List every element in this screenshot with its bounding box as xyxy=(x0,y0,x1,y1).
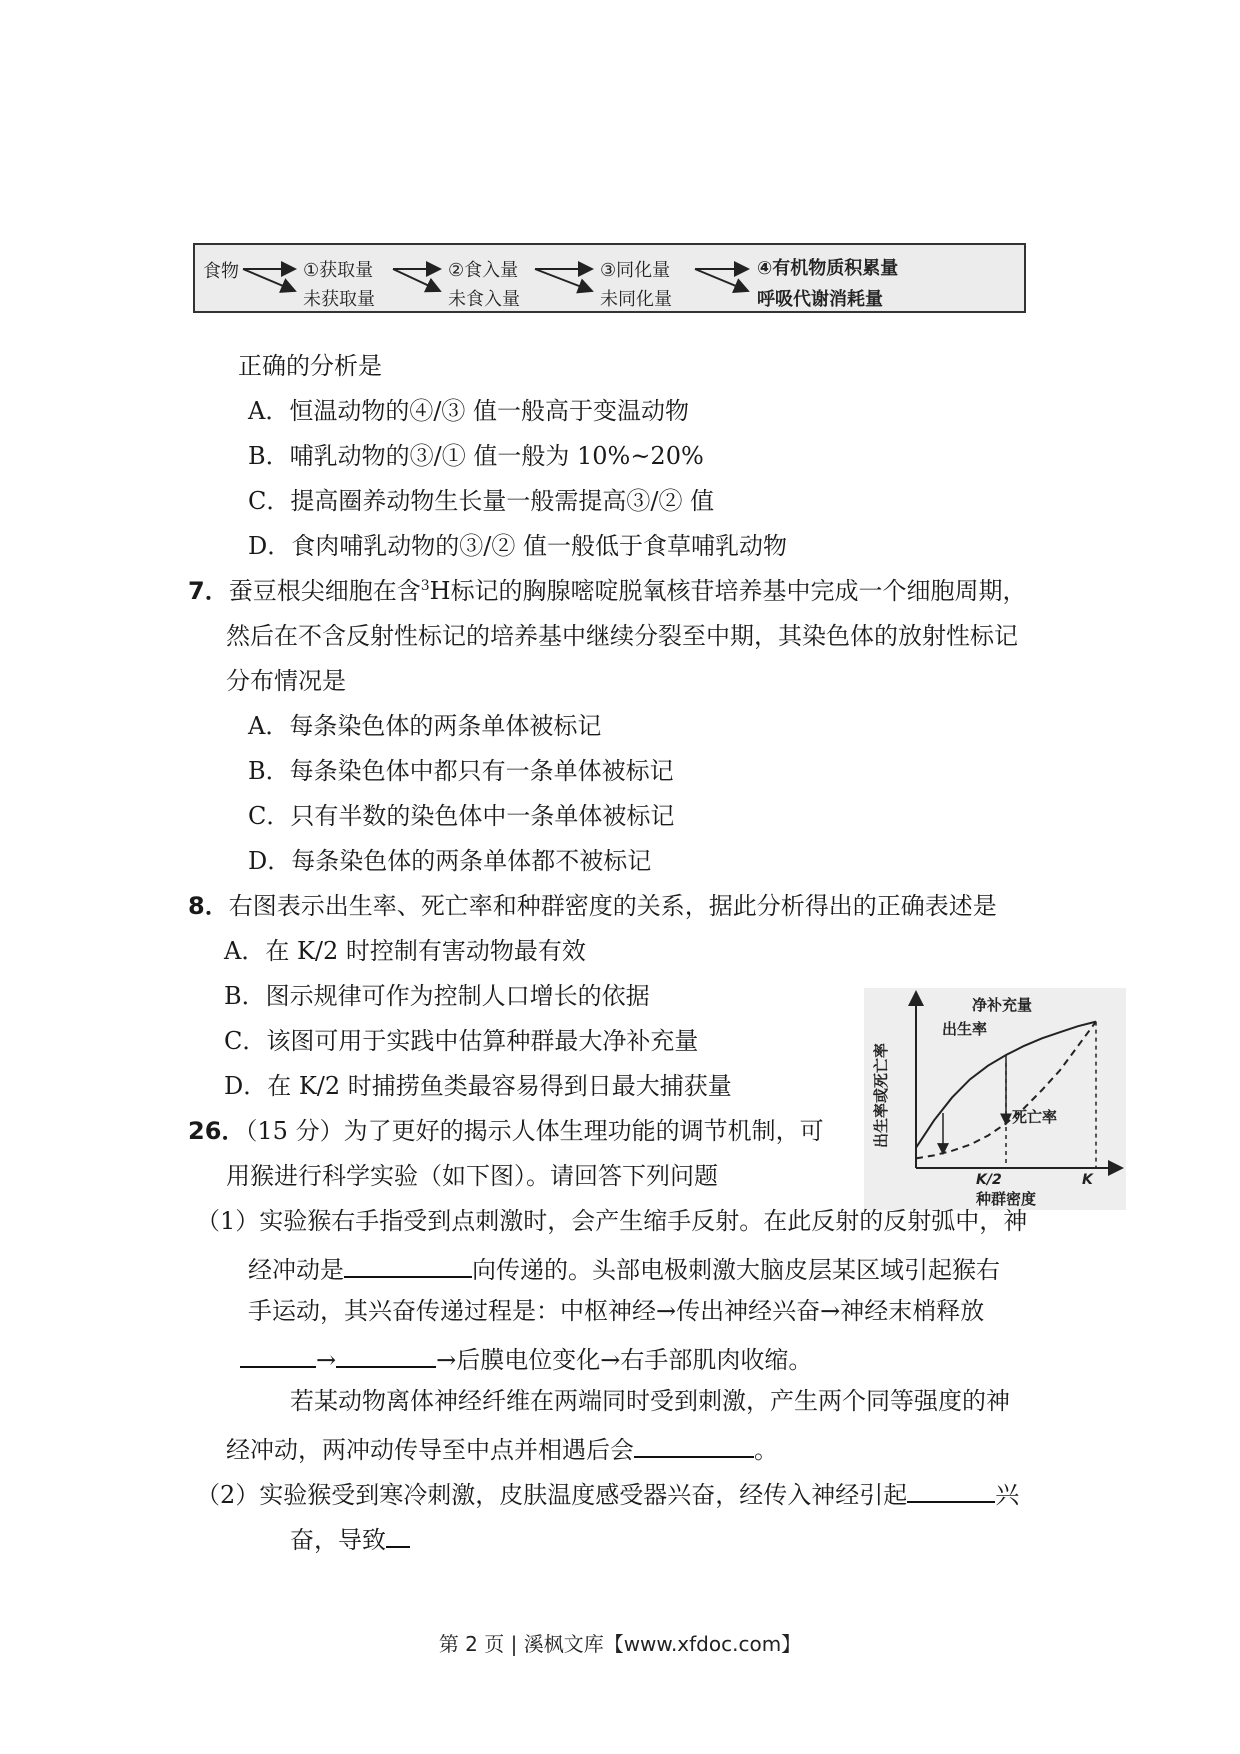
q8-number: 8． xyxy=(188,892,229,920)
q26-line-1 xyxy=(188,1119,824,1143)
q26-p1-line-5: 若某动物离体神经纤维在两端同时受到刺激，产生两个同等强度的神 xyxy=(290,1387,1010,1415)
answer-blank-1[interactable] xyxy=(344,1254,472,1278)
q26-p1-text-d: 。 xyxy=(754,1436,778,1464)
q7-line-3: 分布情况是 xyxy=(226,667,346,695)
flow-bottom-2: 未食入量 xyxy=(448,289,520,310)
q7-text-a: 蚕豆根尖细胞在含 xyxy=(228,577,421,605)
q7-text-h: H xyxy=(429,577,451,605)
page-footer: 第 2 页 | 溪枫文库【www.xfdoc.com】 xyxy=(438,1632,802,1656)
q8-option-c: C．该图可用于实践中估算种群最大净补充量 xyxy=(224,1027,699,1055)
flow-top-3: ③同化量 xyxy=(600,260,671,281)
flow-top-2: ②食入量 xyxy=(448,260,519,281)
q26-p2-text-c: 奋，导致 xyxy=(290,1526,386,1554)
q26-p2-text-b: 兴 xyxy=(995,1481,1020,1509)
q26-line-2: 用猴进行科学实验（如下图）。请回答下列问题 xyxy=(226,1162,718,1190)
q6-option-d: D．食肉哺乳动物的③/② 值一般低于食草哺乳动物 xyxy=(248,532,787,560)
chart-svg xyxy=(864,988,1126,1210)
answer-blank-5[interactable] xyxy=(907,1479,995,1503)
flow-food: 食物 xyxy=(203,261,239,282)
chart-label-birth: 出生率 xyxy=(942,1020,988,1038)
q6-option-b: B．哺乳动物的③/① 值一般为 10%~20% xyxy=(248,442,704,470)
chart-ylabel: 出生率或死亡率 xyxy=(872,1042,890,1148)
chart-annotation-net: 净补充量 xyxy=(972,996,1033,1014)
q6-stem: 正确的分析是 xyxy=(238,352,382,380)
flow-top-1: ①获取量 xyxy=(303,260,374,281)
q26-p2-line-2 xyxy=(290,1524,410,1552)
q8-option-a: A．在 K/2 时控制有害动物最有效 xyxy=(224,937,586,965)
q7-option-c: C．只有半数的染色体中一条单体被标记 xyxy=(248,802,675,830)
flow-bottom-4: 呼吸代谢消耗量 xyxy=(757,289,883,310)
flow-bottom-1: 未获取量 xyxy=(303,289,375,310)
answer-blank-3[interactable] xyxy=(336,1344,436,1368)
q7-option-d: D．每条染色体的两条单体都不被标记 xyxy=(248,847,652,875)
flow-top-4: ④有机物质积累量 xyxy=(757,258,899,279)
q7-text-c: 标记的胸腺嘧啶脱氧核苷培养基中完成一个细胞周期， xyxy=(450,577,1027,605)
chart-xtick-k: K xyxy=(1082,1172,1093,1188)
q26-p1-line-1: （1）实验猴右手指受到点刺激时，会产生缩手反射。在此反射的反射弧中，神 xyxy=(196,1207,1028,1235)
q8-line-1 xyxy=(188,894,997,918)
q26-p1-line-6 xyxy=(226,1434,778,1462)
flow-bottom-3: 未同化量 xyxy=(600,289,672,310)
q7-line-1 xyxy=(188,579,1027,603)
q26-p2-text-a: （2）实验猴受到寒冷刺激，皮肤温度感受器兴奋，经传入神经引起 xyxy=(196,1481,908,1509)
q26-p1-line-2 xyxy=(248,1254,1000,1282)
q26-p1-text-b: 向传递的。头部电极刺激大脑皮层某区域引起猴右 xyxy=(472,1256,1000,1284)
q6-option-c: C．提高圈养动物生长量一般需提高③/② 值 xyxy=(248,487,715,515)
answer-blank-4[interactable] xyxy=(634,1434,754,1458)
q6-option-a: A．恒温动物的④/③ 值一般高于变温动物 xyxy=(248,397,690,425)
q7-superscript: 3 xyxy=(420,578,430,594)
q7-option-a: A．每条染色体的两条单体被标记 xyxy=(248,712,602,740)
q7-line-2: 然后在不含反射性标记的培养基中继续分裂至中期，其染色体的放射性标记 xyxy=(226,622,1018,650)
q26-p2-line-1 xyxy=(196,1479,1019,1507)
energy-flow-diagram xyxy=(193,243,1026,313)
q26-number: 26． xyxy=(188,1117,246,1145)
answer-blank-2[interactable] xyxy=(240,1344,316,1368)
chart-xtick-k2: K/2 xyxy=(976,1172,1002,1188)
q26-arrow: → xyxy=(316,1346,337,1374)
q7-option-b: B．每条染色体中都只有一条单体被标记 xyxy=(248,757,674,785)
q26-p1-text-c: 经冲动，两冲动传导至中点并相遇后会 xyxy=(226,1436,634,1464)
q8-option-b: B．图示规律可作为控制人口增长的依据 xyxy=(224,982,650,1010)
q26-p1-line-3: 手运动，其兴奋传递过程是：中枢神经→传出神经兴奋→神经末梢释放 xyxy=(248,1297,985,1325)
chart-xlabel: 种群密度 xyxy=(976,1190,1037,1208)
q7-number: 7． xyxy=(188,577,229,605)
q26-p1-text-a: 经冲动是 xyxy=(248,1256,344,1284)
q26-intro: （15 分）为了更好的揭示人体生理功能的调节机制，可 xyxy=(245,1117,824,1145)
q8-stem: 右图表示出生率、死亡率和种群密度的关系，据此分析得出的正确表述是 xyxy=(228,892,997,920)
q26-p1-rest: →后膜电位变化→右手部肌肉收缩。 xyxy=(436,1346,813,1374)
population-density-chart xyxy=(864,988,1126,1210)
chart-label-death: 死亡率 xyxy=(1012,1108,1058,1126)
q8-option-d: D．在 K/2 时捕捞鱼类最容易得到日最大捕获量 xyxy=(224,1072,732,1100)
q26-p1-line-4 xyxy=(240,1344,812,1372)
answer-blank-6[interactable] xyxy=(386,1524,410,1548)
